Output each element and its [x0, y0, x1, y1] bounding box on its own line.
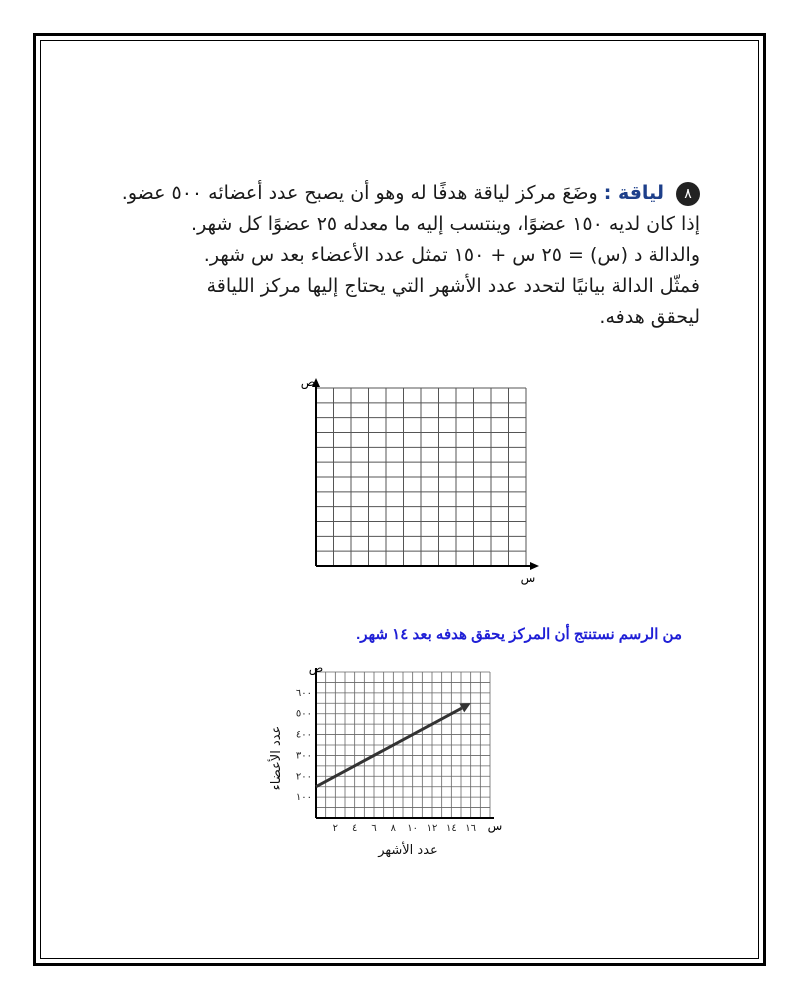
- series-line: [316, 708, 462, 787]
- y-tick-label: ٣٠٠: [295, 750, 312, 762]
- answer-grid: [316, 672, 490, 818]
- exercise-sentence-2: إذا كان لديه ١٥٠ عضوًا، وينتسب إليه ما معدله ٢٥ عضوًا كل شهر.: [191, 213, 700, 235]
- x-tick-label: ١٢: [426, 823, 438, 834]
- exercise-sentence-4: فمثّل الدالة بيانيًا لتحدد عدد الأشهر التي يحتاج إليها مركز اللياقة: [206, 275, 700, 297]
- exercise-keyword: لياقة :: [603, 182, 664, 204]
- x-axis-symbol: س: [487, 819, 503, 833]
- y-axis-title: عدد الأعضاء: [269, 725, 284, 791]
- y-tick-label: ٥٠٠: [295, 708, 312, 720]
- y-tick-label: ٤٠٠: [295, 729, 312, 741]
- answer-graph: [258, 658, 548, 858]
- x-tick-label: ٨: [390, 823, 397, 834]
- exercise-line-1: [110, 178, 700, 209]
- y-tick-label: ٦٠٠: [295, 687, 312, 699]
- x-axis-title: عدد الأشهر: [378, 843, 438, 858]
- blank-grid-lines: [316, 388, 526, 566]
- x-tick-label: ٤: [351, 823, 358, 834]
- exercise-sentence-3: والدالة د (س) = ٢٥ س + ١٥٠ تمثل عدد الأعضاء بعد س شهر.: [203, 244, 700, 266]
- exercise-sentence-5: ليحقق هدفه.: [599, 306, 700, 328]
- exercise-text: [110, 178, 700, 333]
- blank-y-axis-label: ص: [300, 375, 316, 389]
- answer-ticks: [296, 688, 476, 834]
- blank-x-axis-label: س: [520, 571, 536, 585]
- y-tick-label: ٢٠٠: [295, 771, 312, 783]
- exercise-number-badge: ٨: [676, 182, 700, 206]
- answer-axes: [316, 668, 494, 818]
- y-axis-symbol: ص: [308, 661, 324, 675]
- y-tick-label: ١٠٠: [295, 792, 312, 804]
- x-tick-label: ١٤: [445, 823, 457, 834]
- exercise-sentence-1: وضَعَ مركز لياقة هدفًا له وهو أن يصبح عدد أعضائه ٥٠٠ عضو.: [121, 182, 598, 204]
- answer-text: من الرسم نستنتج أن المركز يحقق هدفه بعد ١٤ شهر.: [356, 626, 682, 643]
- blank-coordinate-grid: [300, 375, 546, 588]
- x-tick-label: ١٠: [407, 823, 419, 834]
- x-tick-label: ١٦: [465, 823, 477, 834]
- blank-x-axis-arrow: [530, 562, 539, 570]
- x-tick-label: ٢: [332, 823, 339, 834]
- x-tick-label: ٦: [371, 823, 377, 834]
